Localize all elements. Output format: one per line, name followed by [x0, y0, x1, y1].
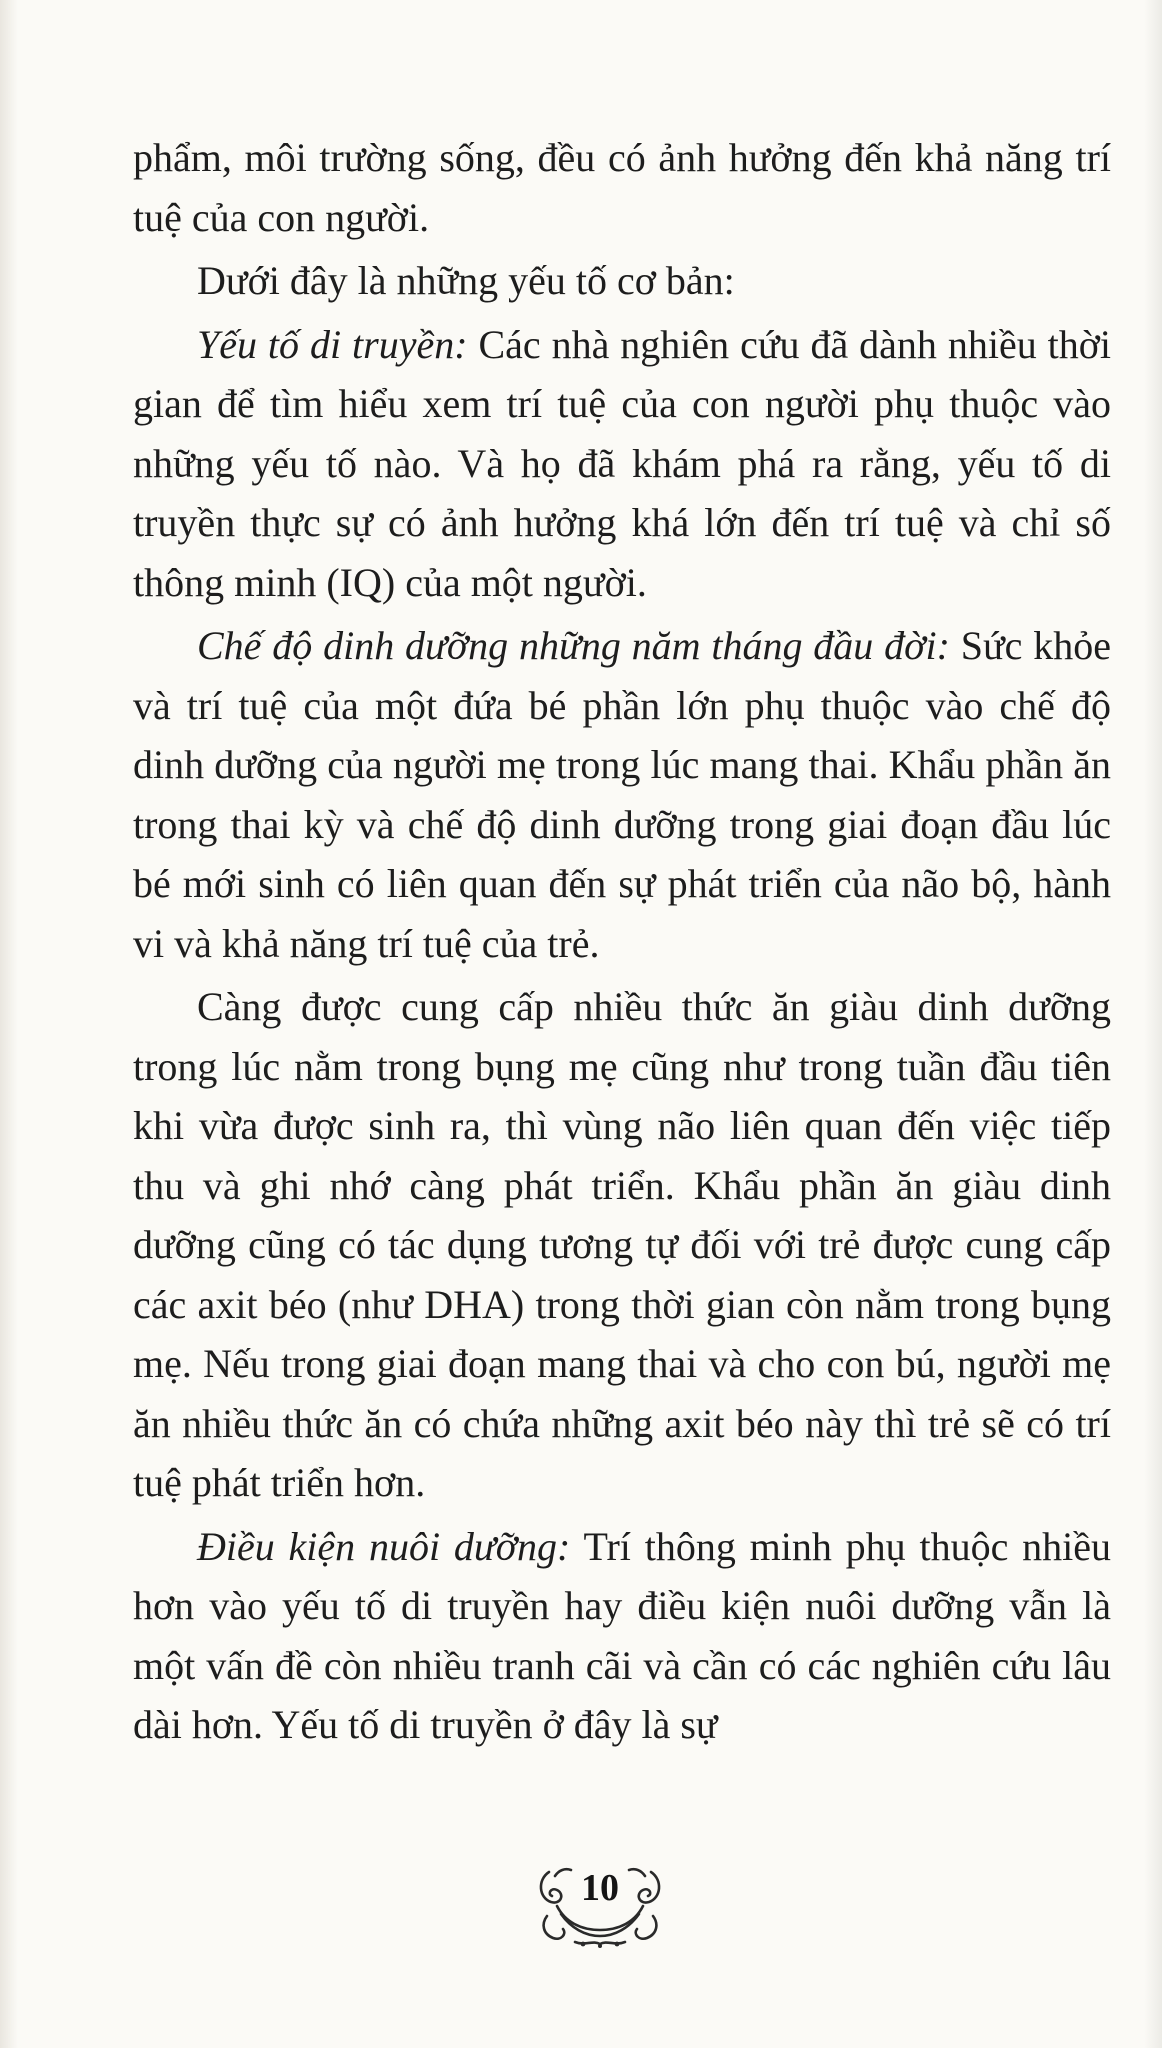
paragraph-intro	[133, 251, 1111, 311]
page-number: 10	[581, 1867, 619, 1909]
page-edge-right	[1144, 0, 1162, 2048]
page-number-ornament	[535, 1858, 665, 1948]
body-text	[133, 128, 1111, 1755]
paragraph-nutrition-detail	[133, 977, 1111, 1513]
paragraph-genetics	[133, 315, 1111, 613]
paragraph-text: Càng được cung cấp nhiều thức ăn giàu dinh dưỡng trong lúc nằm trong bụng mẹ cũng như trong tuần đầu tiên khi vừa được sinh ra, thì vùng não liên quan đến việc tiếp thu và ghi nhớ càng phát triển. Khẩu phần ăn giàu dinh dưỡng cũng có tác dụng tương tự đối với trẻ được cung cấp các axit béo (như DHA) trong thời gian còn nằm trong bụng mẹ. Nếu trong giai đoạn mang thai và cho con bú, người mẹ ăn nhiều thức ăn có chứa những axit béo này thì trẻ sẽ có trí tuệ phát triển hơn.	[133, 984, 1111, 1505]
paragraph-term: Yếu tố di truyền:	[197, 321, 468, 367]
page-edge-left	[0, 0, 18, 2048]
paragraph-text: Sức khỏe và trí tuệ của một đứa bé phần lớn phụ thuộc vào chế độ dinh dưỡng của người mẹ trong lúc mang thai. Khẩu phần ăn trong thai kỳ và chế độ dinh dưỡng trong giai đoạn đầu lúc bé mới sinh có liên quan đến sự phát triển của não bộ, hành vi và khả năng trí tuệ của trẻ.	[133, 623, 1112, 966]
paragraph-upbringing	[133, 1517, 1111, 1755]
paragraph-text: Các nhà nghiên cứu đã dành nhiều thời gian để tìm hiểu xem trí tuệ của con người phụ thuộc vào những yếu tố nào. Và họ đã khám phá ra rằng, yếu tố di truyền thực sự có ảnh hưởng khá lớn đến trí tuệ và chỉ số thông minh (IQ) của một người.	[133, 321, 1112, 605]
paragraph-term: Chế độ dinh dưỡng những năm tháng đầu đời:	[197, 623, 950, 668]
paragraph-text: phẩm, môi trường sống, đều có ảnh hưởng đến khả năng trí tuệ của con người.	[133, 135, 1111, 240]
paragraph-text: Trí thông minh phụ thuộc nhiều hơn vào yếu tố di truyền hay điều kiện nuôi dưỡng vẫn là một vấn đề còn nhiều tranh cãi và cần có các nghiên cứu lâu dài hơn. Yếu tố di truyền ở đây là sự	[133, 1523, 1111, 1747]
paragraph-term: Điều kiện nuôi dưỡng:	[197, 1523, 571, 1569]
paragraph-text: Dưới đây là những yếu tố cơ bản:	[197, 258, 735, 303]
paragraph-nutrition	[133, 616, 1111, 973]
paragraph-continued	[133, 128, 1111, 247]
